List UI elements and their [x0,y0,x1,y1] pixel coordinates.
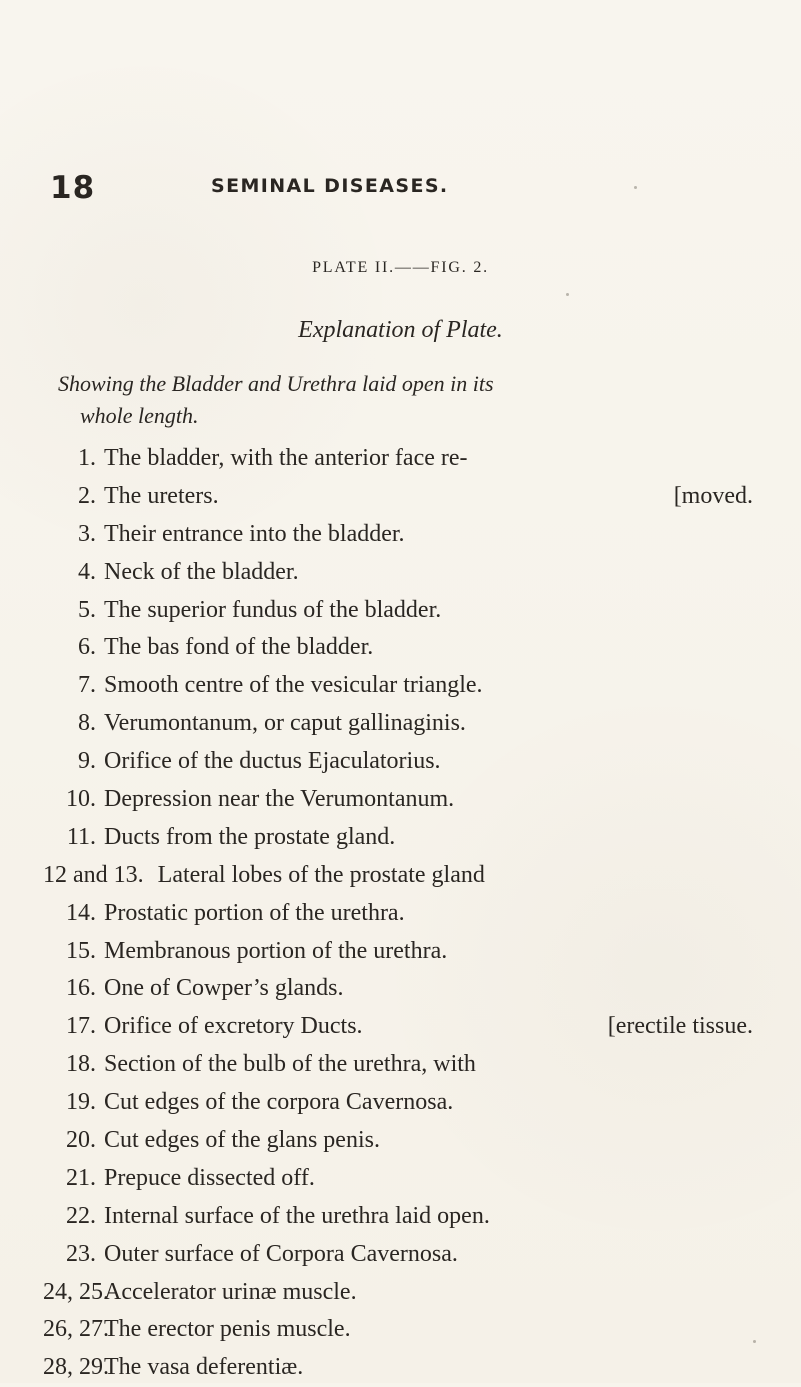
item-number: 22. [66,1202,96,1229]
list-item [43,667,763,705]
list-item [43,1122,763,1160]
item-number: 2. [78,482,96,509]
item-text: Prepuce dissected off. [104,1164,315,1191]
subtitle-line: Showing the Bladder and Urethra laid open in its [58,371,494,396]
list-item [43,1236,763,1274]
list-item [43,1274,763,1312]
subtitle [58,368,758,432]
item-number: 20. [66,1127,96,1154]
page-number: 18 [50,170,96,206]
item-number: 9. [78,748,96,775]
item-text: The bladder, with the anterior face re- [104,445,468,471]
item-text: Neck of the bladder. [104,558,299,585]
item-number: 23. [66,1240,96,1267]
item-number: 5. [78,596,96,623]
list-item [43,970,763,1008]
item-text: Cut edges of the corpora Cavernosa. [104,1089,454,1116]
list-item [43,1349,763,1387]
list-item [43,819,763,857]
list-item [43,1046,763,1084]
item-text: Cut edges of the glans penis. [104,1127,380,1154]
item-text: Orifice of the ductus Ejaculatorius. [104,748,441,775]
item-text: Depression near the Verumontanum. [104,786,455,813]
page-header [0,170,801,206]
item-text: The superior fundus of the bladder. [104,596,442,623]
item-number: 19. [66,1089,96,1116]
item-number: 8. [78,710,96,737]
item-number: 11. [66,823,96,850]
item-note: [erectile tissue. [607,1013,753,1040]
item-number: 12 and 13. [43,861,144,888]
item-number: 24, 25. [43,1278,109,1305]
item-number: 17. [66,1013,96,1040]
item-number: 1. [78,445,96,471]
list-item [43,1008,763,1046]
list-item [43,516,763,554]
item-number: 4. [78,558,96,585]
explanation-title: Explanation of Plate. [298,317,503,343]
item-text: Accelerator urinæ muscle. [104,1278,357,1305]
item-text: The bas fond of the bladder. [104,634,374,661]
item-text: Verumontanum, or caput gallinaginis. [104,710,466,737]
item-text: Internal surface of the urethra laid open. [104,1202,490,1229]
list-item [43,1160,763,1198]
item-text: Lateral lobes of the prostate gland [157,861,485,888]
item-text: Orifice of excretory Ducts. [104,1013,363,1040]
item-number: 7. [78,672,96,699]
item-number: 6. [78,634,96,661]
list-item [43,743,763,781]
running-head: SEMINAL DISEASES. [211,175,449,197]
list-item [43,1311,763,1349]
item-number: 15. [66,937,96,964]
plate-title: PLATE II.——FIG. 2. [312,259,489,276]
list-item [43,933,763,971]
list-item [43,629,763,667]
item-number: 14. [66,899,96,926]
list-item [43,1084,763,1122]
item-number: 28, 29. [43,1354,109,1381]
list-item [43,895,763,933]
item-text: The erector penis muscle. [104,1316,351,1343]
item-text: Ducts from the prostate gland. [104,823,396,850]
plate-explanation-list [43,440,763,1387]
item-text: Outer surface of Corpora Cavernosa. [104,1240,458,1267]
list-item [43,705,763,743]
item-text: The ureters. [104,482,219,509]
item-text: Section of the bulb of the urethra, with [104,1051,476,1078]
item-note: [moved. [673,482,753,509]
paper-speck [566,293,569,296]
item-text: Prostatic portion of the urethra. [104,899,405,926]
list-item [43,592,763,630]
list-item [43,478,763,516]
item-number: 3. [78,520,96,547]
item-number: 21. [66,1164,96,1191]
item-text: Membranous portion of the urethra. [104,937,448,964]
subtitle-line: whole length. [80,403,199,428]
item-number: 26, 27. [43,1316,109,1343]
item-text: Their entrance into the bladder. [104,520,405,547]
item-number: 18. [66,1051,96,1078]
list-item [43,554,763,592]
list-item [43,857,763,895]
item-number: 16. [66,975,96,1002]
list-item [43,781,763,819]
item-number: 10. [66,786,96,813]
list-item [43,1198,763,1236]
list-item [43,440,763,478]
item-text: The vasa deferentiæ. [104,1354,304,1381]
item-text: One of Cowper’s glands. [104,975,344,1002]
item-text: Smooth centre of the vesicular triangle. [104,672,483,699]
